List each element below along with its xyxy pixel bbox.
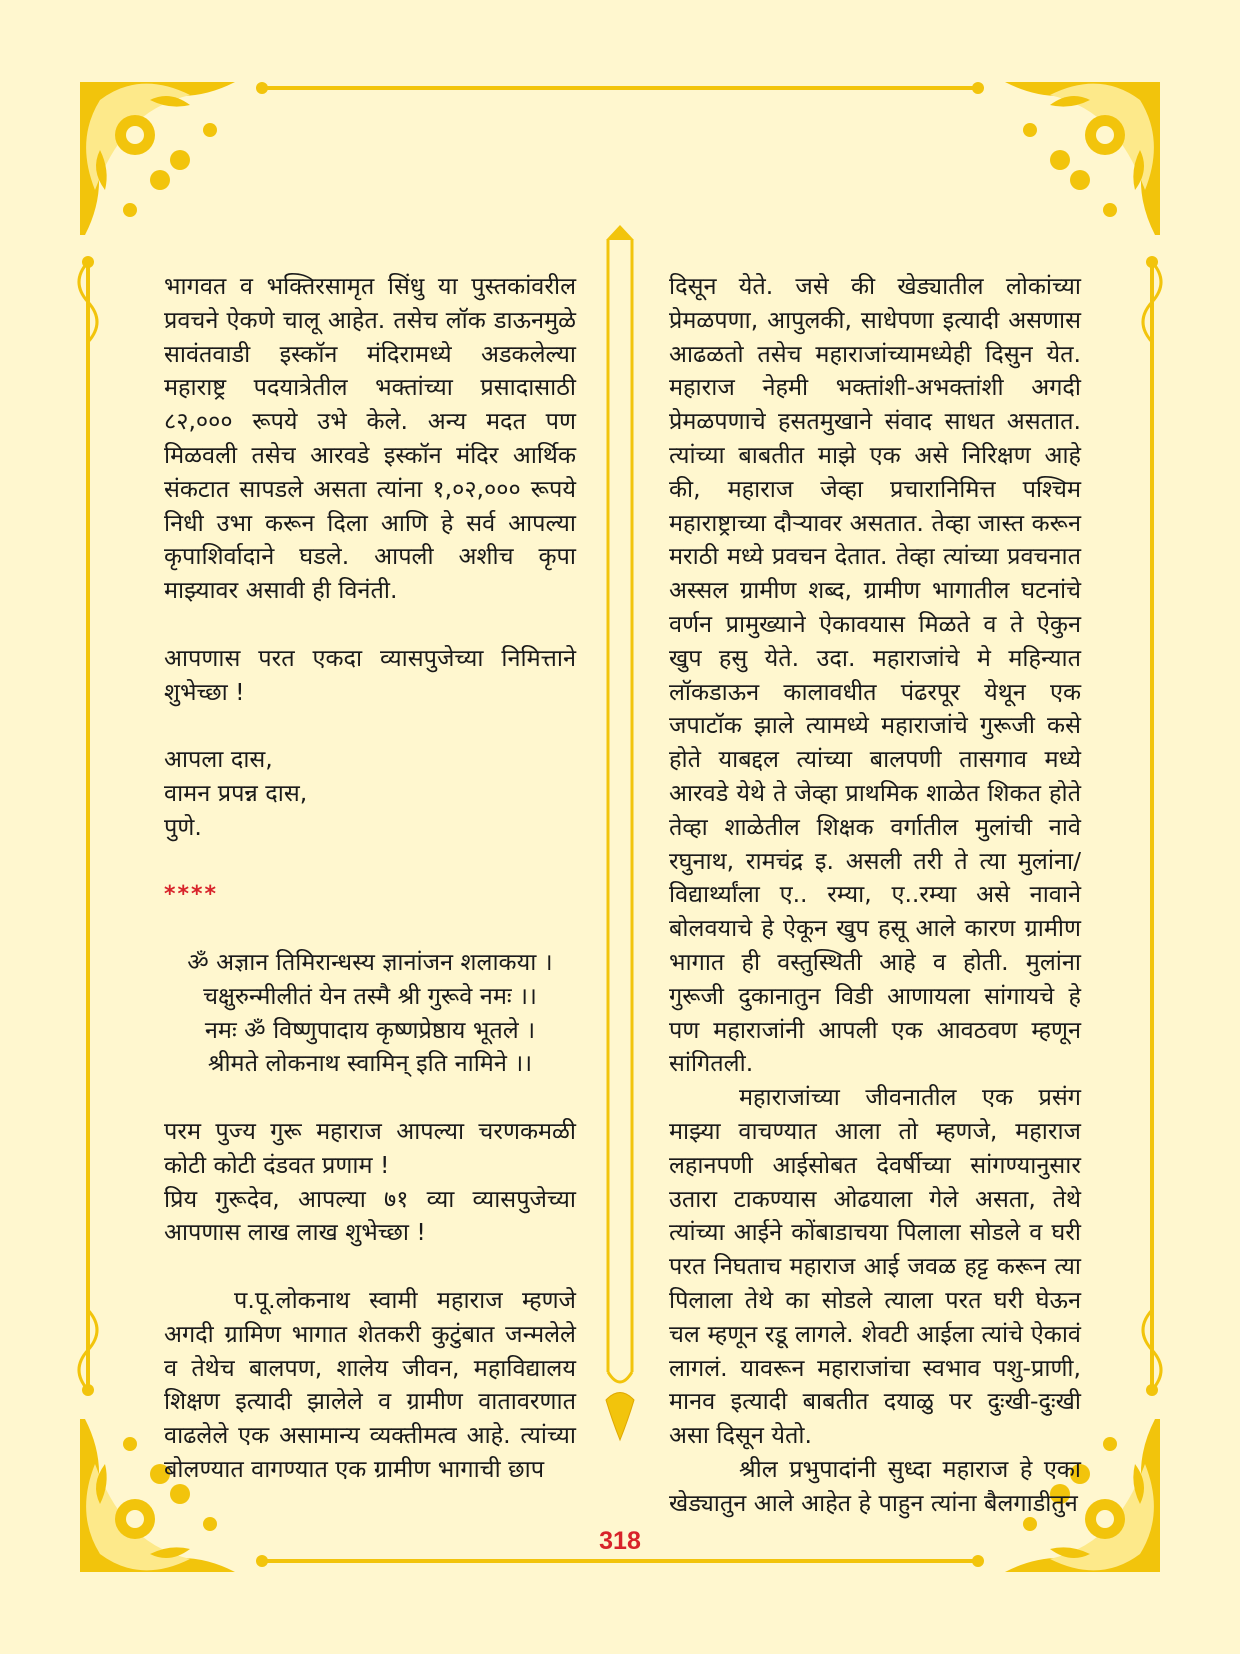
signature-line: पुणे. xyxy=(164,812,202,841)
left-column xyxy=(164,270,576,1487)
paragraph: महाराजांच्या जीवनातील एक प्रसंग माझ्या वाचण्यात आला तो म्हणजे, महाराज लहानपणी आईसोबत देवर्षीच्या सांगण्यानुसार उतारा टाकण्यास ओढयाला गेले असता, तेथे त्यांच्या आईने कोंबाडाचया पिलाला सोडले व घरी परत निघताच महाराज आई जवळ हट्ट करून त्या पिलाला तेथे का सोडले त्याला परत घरी घेऊन चल म्हणून रडू लागले. शेवटी आईला त्यांचे ऐकावं लागलं. यावरून महाराजांचा स्वभाव पशु-प्राणी, मानव इत्यादी बाबतीत दयाळु पर दुःखी-दुःखी असा दिसून येतो. xyxy=(669,1083,1081,1450)
verse-line: नमः ॐ विष्णुपादाय कृष्णप्रेष्ठाय भूतले । xyxy=(204,1015,536,1044)
corner-ornament-top-left xyxy=(80,82,235,235)
verse-line: ॐ अज्ञान तिमिरान्धस्य ज्ञानांजन शलाकया । xyxy=(187,947,553,976)
verse-block xyxy=(164,946,576,1081)
paragraph: प्रिय गुरूदेव, आपल्या ७१ व्या व्यासपुजेच्या आपणास लाख लाख शुभेच्छा ! xyxy=(164,1184,576,1247)
signature-line: आपला दास, xyxy=(164,745,273,774)
paragraph: भागवत व भक्तिरसामृत सिंधु या पुस्तकांवरील प्रवचने ऐकणे चालू आहेत. तसेच लॉक डाऊनमुळे सावंतवाडी इस्कॉन मंदिरामध्ये अडकलेल्या महाराष्ट्र पदयात्रेतील भक्तांच्या प्रसादासाठी ८२,००० रूपये उभे केले. अन्य मदत पण मिळवली तसेच आरवडे इस्कॉन मंदिर आर्थिक संकटात सापडले असता त्यांना १,०२,००० रूपये निधी उभा करून दिला आणि हे सर्व आपल्या कृपाशिर्वादाने घडले. आपली अशीच कृपा माझ्यावर असावी ही विनंती. xyxy=(164,272,576,605)
paragraph: दिसून येते. जसे की खेड्यातील लोकांच्या प्रेमळपणा, आपुलकी, साधेपणा इत्यादी असणास आढळतो तसेच महाराजांच्यामध्येही दिसुन येत. महाराज नेहमी भक्तांशी-अभक्तांशी अगदी प्रेमळपणाचे हसतमुखाने संवाद साधत असतात. त्यांच्या बाबतीत माझे एक असे निरिक्षण आहे की, महाराज जेव्हा प्रचारानिमित्त पश्चिम महाराष्ट्राच्या दौऱ्यावर असतात. तेव्हा जास्त करून मराठी मध्ये प्रवचन देतात. तेव्हा त्यांच्या प्रवचनात अस्सल ग्रामीण शब्द, ग्रामीण भागातील घटनांचे वर्णन प्रामुख्याने ऐकावयास मिळते व ते ऐकुन खुप हसु येते. उदा. महाराजांचे मे महिन्यात लॉकडाऊन कालावधीत पंढरपूर येथून एक जपाटॉक झाले त्यामध्ये महाराजांचे गुरूजी कसे होते याबद्दल त्यांच्या बालपणी तासगाव मध्ये आरवडे येथे ते जेव्हा प्राथमिक शाळेत शिकत होते तेव्हा शाळेतील शिक्षक वर्गातील मुलांची नावे रघुनाथ, रामचंद्र इ. असली तरी ते त्या मुलांना/विद्यार्थ्यांला ए.. रम्या, ए..रम्या असे नावाने बोलवयाचे हे ऐकून खुप हसू आले कारण ग्रामीण भागात ही वस्तुस्थिती आहे व होती. मुलांना गुरूजी दुकानातुन विडी आणायला सांगायचे हे पण महाराजांनी आपली एक आवठवण म्हणून सांगितली. xyxy=(669,272,1081,1078)
paragraph: परम पुज्य गुरू महाराज आपल्या चरणकमळी कोटी कोटी दंडवत प्रणाम ! xyxy=(164,1116,576,1179)
right-column xyxy=(669,270,1081,1520)
page-number: 318 xyxy=(599,1527,641,1555)
corner-ornament-top-right xyxy=(1005,82,1160,235)
column-divider xyxy=(606,225,634,1440)
paragraph: प.पू.लोकनाथ स्वामी महाराज म्हणजे अगदी ग्रामिण भागात शेतकरी कुटुंबात जन्मलेले व तेथेच बालपण, शालेय जीवन, महाविद्यालय शिक्षण इत्यादी झालेले व ग्रामीण वातावरणात वाढलेले एक असामान्य व्यक्तीमत्व आहे. त्यांच्या बोलण्यात वागण्यात एक ग्रामीण भागाची छाप xyxy=(164,1285,576,1483)
paragraph: आपणास परत एकदा व्यासपुजेच्या निमित्ताने शुभेच्छा ! xyxy=(164,643,576,706)
paragraph: श्रील प्रभुपादांनी सुध्दा महाराज हे एका खेड्यातुन आले आहेत हे पाहुन त्यांना बैलगाडीतुन xyxy=(669,1454,1081,1517)
verse-line: चक्षुरुन्मीलीतं येन तस्मै श्री गुरूवे नमः ।। xyxy=(203,981,537,1010)
signature-block xyxy=(164,743,576,844)
signature-line: वामन प्रपन्न दास, xyxy=(164,778,308,807)
separator-stars: **** xyxy=(164,882,219,908)
verse-line: श्रीमते लोकनाथ स्वामिन् इति नामिने ।। xyxy=(207,1049,533,1078)
